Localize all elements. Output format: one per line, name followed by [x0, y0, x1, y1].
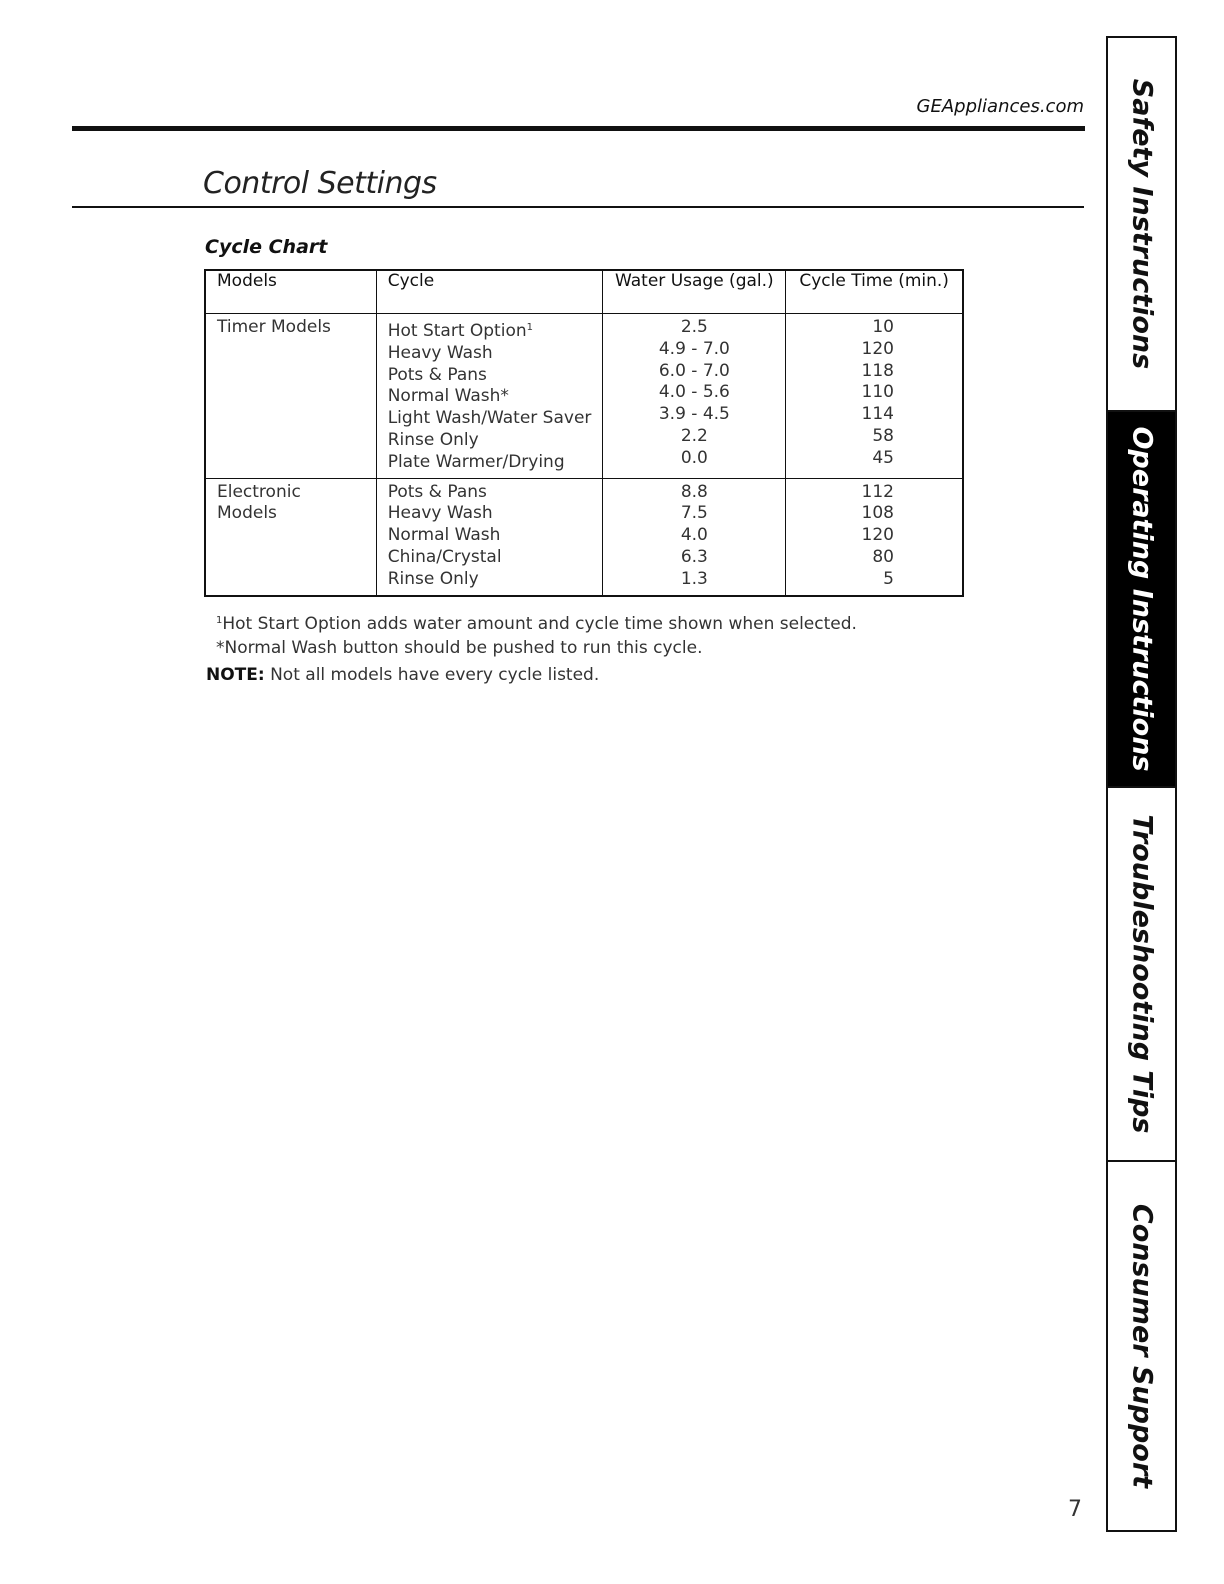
water-value: 2.5 — [680, 317, 708, 337]
col-header-water-usage: Water Usage (gal.) — [603, 270, 786, 314]
model-cell: Timer Models — [205, 314, 376, 479]
time-value: 108 — [861, 503, 894, 524]
cycle-item: Rinse Only — [387, 429, 479, 450]
water-value: 3.9 - 4.5 — [658, 404, 730, 425]
title-rule — [72, 206, 1084, 208]
water-value: 8.8 — [680, 481, 708, 502]
time-value: 118 — [861, 360, 894, 381]
col-header-cycle-time: Cycle Time (min.) — [786, 270, 963, 314]
note-text: Not all models have every cycle listed. — [264, 665, 600, 685]
time-value: 110 — [861, 382, 894, 403]
cycle-item: Normal Wash — [387, 525, 501, 546]
tab-label: Troubleshooting Tips — [1126, 814, 1157, 1134]
section-tabs — [1106, 36, 1177, 1532]
note — [206, 663, 857, 687]
time-value: 45 — [872, 447, 894, 468]
tab-label: Safety Instructions — [1126, 78, 1157, 370]
header-rule — [72, 126, 1085, 131]
time-cell — [786, 478, 963, 595]
tab-safety-instructions[interactable] — [1108, 38, 1175, 412]
water-cell — [603, 478, 786, 595]
water-value: 4.0 — [680, 525, 708, 546]
cycle-item — [388, 317, 592, 343]
water-cell — [603, 314, 786, 479]
tab-troubleshooting-tips[interactable] — [1108, 788, 1175, 1162]
cycle-item: Heavy Wash — [387, 342, 493, 363]
time-value: 58 — [872, 425, 894, 446]
cycle-cell — [376, 478, 603, 595]
tab-operating-instructions[interactable] — [1108, 412, 1175, 788]
note-label: NOTE: — [206, 665, 265, 685]
page-number: 7 — [1068, 1497, 1082, 1522]
water-value: 7.5 — [680, 503, 708, 524]
cycle-name: Hot Start Option — [387, 321, 527, 341]
water-value: 6.0 - 7.0 — [658, 360, 730, 381]
table-header-row — [205, 270, 963, 314]
footnote-marker: 1 — [526, 322, 533, 333]
cycle-cell — [376, 314, 603, 479]
cycle-item: Normal Wash* — [387, 386, 509, 407]
water-value: 2.2 — [680, 425, 708, 446]
water-value: 6.3 — [680, 546, 708, 567]
time-value: 112 — [861, 481, 894, 502]
time-value: 5 — [883, 568, 894, 589]
footnote-marker: 1 — [216, 615, 223, 626]
model-cell: Electronic Models — [205, 478, 376, 595]
water-value: 0.0 — [680, 447, 708, 468]
cycle-item: Light Wash/Water Saver — [387, 408, 592, 429]
cycle-chart-table — [204, 269, 964, 597]
table-row-timer-models — [205, 314, 963, 479]
chart-notes — [206, 609, 857, 687]
time-value: 114 — [861, 404, 894, 425]
tab-label: Operating Instructions — [1126, 426, 1157, 772]
time-value: 120 — [861, 525, 894, 546]
cycle-item: Pots & Pans — [387, 481, 487, 502]
cycle-chart-title: Cycle Chart — [205, 236, 328, 258]
col-header-models: Models — [205, 270, 376, 314]
cycle-item: Rinse Only — [387, 568, 479, 589]
cycle-item: Plate Warmer/Drying — [387, 451, 565, 472]
water-value: 1.3 — [680, 568, 708, 589]
tab-consumer-support[interactable] — [1108, 1162, 1175, 1530]
water-value: 4.0 - 5.6 — [658, 382, 730, 403]
time-value: 10 — [872, 317, 894, 337]
water-value: 4.9 - 7.0 — [658, 338, 730, 359]
cycle-item: Heavy Wash — [387, 503, 493, 524]
tab-label: Consumer Support — [1126, 1203, 1157, 1489]
time-value: 80 — [872, 546, 894, 567]
col-header-cycle: Cycle — [376, 270, 603, 314]
table-row-electronic-models — [205, 478, 963, 595]
site-url[interactable]: GEAppliances.com — [916, 96, 1084, 117]
time-cell — [786, 314, 963, 479]
page-title: Control Settings — [203, 166, 437, 201]
cycle-item: Pots & Pans — [387, 364, 487, 385]
footnote-text: Hot Start Option adds water amount and cycle time shown when selected. — [222, 614, 857, 634]
cycle-item: China/Crystal — [387, 546, 502, 567]
footnote-normal-wash: *Normal Wash button should be pushed to run this cycle. — [216, 638, 703, 658]
time-value: 120 — [861, 338, 894, 359]
footnote-hot-start — [206, 609, 857, 636]
